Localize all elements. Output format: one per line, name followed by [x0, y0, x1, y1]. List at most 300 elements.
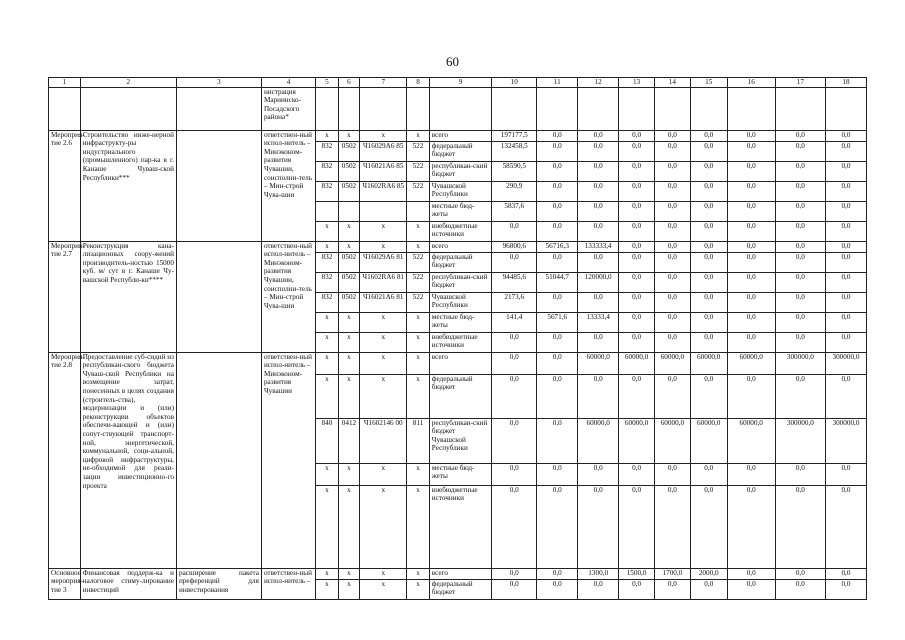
empty-cell: [727, 87, 775, 130]
amount-cell: 0,0: [654, 221, 690, 241]
goal-cell: [176, 130, 261, 241]
amount-cell: 0,0: [727, 312, 775, 332]
column-number-cell: 18: [825, 78, 866, 88]
measure-name-cell: Финансовая поддерж-ка и налоговое стиму-лирование инвестиций: [80, 568, 176, 599]
target-article-cell: Ч16021А6 81: [360, 292, 407, 312]
amount-cell: 0,0: [690, 312, 727, 332]
column-number-cell: 8: [407, 78, 430, 88]
amount-cell: 0,0: [654, 252, 690, 272]
amount-cell: 0,0: [727, 272, 775, 292]
empty-cell: [407, 87, 430, 130]
amount-cell: 0,0: [775, 485, 825, 568]
target-article-cell: Ч16029А6 85: [360, 141, 407, 161]
grbs-cell: x: [316, 221, 339, 241]
section-cell: [338, 201, 359, 221]
amount-cell: 0,0: [654, 374, 690, 418]
amount-cell: 300000,0: [825, 352, 866, 374]
amount-cell: 0,0: [825, 312, 866, 332]
funding-source-cell: федеральный бюджет: [429, 579, 491, 599]
amount-cell: 132458,5: [492, 141, 537, 161]
amount-cell: 0,0: [492, 568, 537, 579]
empty-cell: [176, 87, 261, 130]
amount-cell: 0,0: [825, 374, 866, 418]
amount-cell: 0,0: [654, 463, 690, 485]
amount-cell: 0,0: [775, 272, 825, 292]
empty-cell: [690, 87, 727, 130]
funding-source-cell: федеральный бюджет: [429, 252, 491, 272]
grbs-cell: x: [316, 332, 339, 352]
amount-cell: 0,0: [727, 374, 775, 418]
amount-cell: 58590,5: [492, 161, 537, 181]
amount-cell: 0,0: [690, 181, 727, 201]
amount-cell: 0,0: [492, 221, 537, 241]
amount-cell: 0,0: [690, 161, 727, 181]
amount-cell: 0,0: [619, 272, 655, 292]
funding-source-cell: республикан-ский бюджет Чувашской Республики: [429, 418, 491, 463]
section-cell: x: [338, 374, 359, 418]
amount-cell: 0,0: [537, 161, 578, 181]
amount-cell: 0,0: [492, 352, 537, 374]
amount-cell: 60000,0: [578, 352, 619, 374]
column-number-cell: 11: [537, 78, 578, 88]
table-row: [49, 568, 867, 579]
amount-cell: 0,0: [690, 141, 727, 161]
amount-cell: 0,0: [825, 141, 866, 161]
empty-cell: [825, 87, 866, 130]
target-article-cell: x: [360, 332, 407, 352]
amount-cell: 0,0: [825, 332, 866, 352]
goal-cell: [176, 241, 261, 352]
measure-name-cell: Реконструкция кана-лизационных соору-жений производитель-ностью 15000 куб. м/ сут в г. Канаше Чу-вашской Республи-ки****: [80, 241, 176, 352]
funding-source-cell: внебюджетные источники: [429, 221, 491, 241]
expense-type-cell: x: [407, 374, 430, 418]
amount-cell: 0,0: [537, 485, 578, 568]
amount-cell: 1300,0: [578, 568, 619, 579]
target-article-cell: x: [360, 352, 407, 374]
amount-cell: 141,4: [492, 312, 537, 332]
funding-source-cell: Чувашской Республики: [429, 292, 491, 312]
target-article-cell: Ч1602RА6 85: [360, 181, 407, 201]
amount-cell: 0,0: [619, 252, 655, 272]
section-cell: 0412: [338, 418, 359, 463]
amount-cell: 0,0: [775, 181, 825, 201]
funding-source-cell: внебюджетные источники: [429, 485, 491, 568]
target-article-cell: Ч1602RА6 81: [360, 272, 407, 292]
amount-cell: 300000,0: [775, 352, 825, 374]
amount-cell: 0,0: [690, 272, 727, 292]
amount-cell: 1500,0: [619, 568, 655, 579]
column-number-row: [49, 78, 867, 88]
target-article-cell: x: [360, 463, 407, 485]
amount-cell: 0,0: [578, 141, 619, 161]
amount-cell: 0,0: [690, 130, 727, 141]
column-number-cell: 16: [727, 78, 775, 88]
amount-cell: 0,0: [727, 130, 775, 141]
column-number-cell: 9: [429, 78, 491, 88]
goal-cell: расширение пакета преференций для инвестирования: [176, 568, 261, 599]
empty-cell: [654, 87, 690, 130]
amount-cell: 0,0: [578, 485, 619, 568]
column-number-cell: 3: [176, 78, 261, 88]
amount-cell: 0,0: [654, 241, 690, 252]
amount-cell: 0,0: [578, 292, 619, 312]
executor-cell: ответствен-ный испол-нитель – Минэконом-развития Чувашии, соисполни-тель – Мин-строй Чува-шии: [261, 241, 315, 352]
amount-cell: 0,0: [775, 374, 825, 418]
target-article-cell: x: [360, 568, 407, 579]
section-cell: x: [338, 130, 359, 141]
amount-cell: 0,0: [727, 221, 775, 241]
section-cell: 0502: [338, 292, 359, 312]
column-number-cell: 4: [261, 78, 315, 88]
empty-cell: [492, 87, 537, 130]
grbs-cell: x: [316, 463, 339, 485]
amount-cell: 0,0: [727, 141, 775, 161]
target-article-cell: x: [360, 241, 407, 252]
amount-cell: 0,0: [537, 332, 578, 352]
grbs-cell: x: [316, 352, 339, 374]
target-article-cell: Ч16029А6 81: [360, 252, 407, 272]
amount-cell: 0,0: [537, 130, 578, 141]
section-cell: x: [338, 221, 359, 241]
amount-cell: 0,0: [690, 201, 727, 221]
grbs-cell: 832: [316, 252, 339, 272]
amount-cell: 0,0: [619, 579, 655, 599]
measure-code-cell: Мероприя-тие 2.8: [49, 352, 81, 568]
empty-cell: [49, 87, 81, 130]
amount-cell: 0,0: [727, 568, 775, 579]
amount-cell: 60000,0: [727, 352, 775, 374]
amount-cell: 0,0: [690, 252, 727, 272]
expense-type-cell: 522: [407, 161, 430, 181]
column-number-cell: 12: [578, 78, 619, 88]
amount-cell: 0,0: [654, 485, 690, 568]
amount-cell: 60000,0: [690, 352, 727, 374]
funding-source-cell: внебюджетные источники: [429, 332, 491, 352]
grbs-cell: x: [316, 568, 339, 579]
empty-cell: [429, 87, 491, 130]
amount-cell: 0,0: [775, 568, 825, 579]
funding-source-cell: Чувашской Республики: [429, 181, 491, 201]
funding-source-cell: федеральный бюджет: [429, 374, 491, 418]
amount-cell: 0,0: [654, 332, 690, 352]
measure-code-cell: Основное мероприя-тие 3: [49, 568, 81, 599]
amount-cell: 0,0: [690, 221, 727, 241]
budget-table: [48, 77, 867, 600]
expense-type-cell: x: [407, 485, 430, 568]
amount-cell: 0,0: [654, 201, 690, 221]
measure-name-cell: Предоставление суб-сидий из республикан-ского бюджета Чуваш-ской Республики на возмещение затрат, понесенных в целях создания (строитель-ства), модернизации и (или) реконструкции объектов обеспечи-вающей и (или) сопут-ствующей транспорт-ной, энергетической, коммунальной, соци-альной, цифровой инфраструктуры, не-обходимой для реали-зации инвестиционно-го проекта: [80, 352, 176, 568]
amount-cell: 133333,4: [578, 241, 619, 252]
amount-cell: 0,0: [825, 272, 866, 292]
amount-cell: 0,0: [537, 463, 578, 485]
grbs-cell: x: [316, 312, 339, 332]
amount-cell: 0,0: [619, 141, 655, 161]
target-article-cell: x: [360, 312, 407, 332]
amount-cell: 0,0: [537, 352, 578, 374]
amount-cell: 0,0: [654, 292, 690, 312]
expense-type-cell: x: [407, 568, 430, 579]
amount-cell: 60000,0: [619, 352, 655, 374]
expense-type-cell: [407, 201, 430, 221]
amount-cell: 60000,0: [619, 418, 655, 463]
table-row: [49, 352, 867, 374]
expense-type-cell: x: [407, 312, 430, 332]
expense-type-cell: x: [407, 463, 430, 485]
amount-cell: 94485,6: [492, 272, 537, 292]
target-article-cell: x: [360, 579, 407, 599]
amount-cell: 0,0: [727, 252, 775, 272]
amount-cell: 0,0: [654, 312, 690, 332]
amount-cell: 51044,7: [537, 272, 578, 292]
column-number-cell: 7: [360, 78, 407, 88]
amount-cell: 0,0: [690, 241, 727, 252]
amount-cell: 0,0: [619, 201, 655, 221]
grbs-cell: 832: [316, 292, 339, 312]
amount-cell: 0,0: [654, 141, 690, 161]
amount-cell: 0,0: [825, 130, 866, 141]
section-cell: x: [338, 579, 359, 599]
amount-cell: 0,0: [775, 161, 825, 181]
column-number-cell: 5: [316, 78, 339, 88]
amount-cell: 0,0: [619, 332, 655, 352]
grbs-cell: x: [316, 241, 339, 252]
grbs-cell: 832: [316, 141, 339, 161]
funding-source-cell: местные бюд-жеты: [429, 463, 491, 485]
amount-cell: 120000,0: [578, 272, 619, 292]
amount-cell: 0,0: [492, 374, 537, 418]
column-number-cell: 6: [338, 78, 359, 88]
amount-cell: 0,0: [690, 579, 727, 599]
amount-cell: 60000,0: [654, 352, 690, 374]
executor-cell: ответствен-ный испол-нитель – Минэконом-развития Чувашии: [261, 352, 315, 568]
amount-cell: 0,0: [537, 579, 578, 599]
target-article-cell: Ч16021А6 85: [360, 161, 407, 181]
empty-cell: [537, 87, 578, 130]
target-article-cell: x: [360, 485, 407, 568]
amount-cell: 0,0: [619, 374, 655, 418]
amount-cell: 0,0: [775, 312, 825, 332]
funding-source-cell: местные бюд-жеты: [429, 312, 491, 332]
amount-cell: 5671,6: [537, 312, 578, 332]
amount-cell: 0,0: [537, 374, 578, 418]
amount-cell: 0,0: [537, 568, 578, 579]
funding-source-cell: республикан-ский бюджет: [429, 272, 491, 292]
empty-cell: [619, 87, 655, 130]
amount-cell: 290,9: [492, 181, 537, 201]
amount-cell: 0,0: [619, 181, 655, 201]
column-number-cell: 10: [492, 78, 537, 88]
amount-cell: 0,0: [578, 201, 619, 221]
amount-cell: 0,0: [775, 130, 825, 141]
funding-source-cell: всего: [429, 352, 491, 374]
amount-cell: 0,0: [727, 332, 775, 352]
amount-cell: 0,0: [775, 141, 825, 161]
funding-source-cell: всего: [429, 241, 491, 252]
expense-type-cell: 522: [407, 292, 430, 312]
amount-cell: 13333,4: [578, 312, 619, 332]
executor-cell: ответствен-ный испол-нитель – Минэконом-развития Чувашии, соисполни-тель – Мин-строй Чува-шии: [261, 130, 315, 241]
empty-cell: [360, 87, 407, 130]
amount-cell: 0,0: [492, 252, 537, 272]
amount-cell: 0,0: [578, 579, 619, 599]
amount-cell: 0,0: [690, 485, 727, 568]
expense-type-cell: x: [407, 130, 430, 141]
section-cell: 0502: [338, 252, 359, 272]
section-cell: x: [338, 568, 359, 579]
amount-cell: 5837,6: [492, 201, 537, 221]
amount-cell: 0,0: [537, 418, 578, 463]
amount-cell: 0,0: [727, 181, 775, 201]
amount-cell: 0,0: [690, 463, 727, 485]
measure-code-cell: Мероприя-тие 2.6: [49, 130, 81, 241]
amount-cell: 0,0: [825, 252, 866, 272]
section-cell: x: [338, 332, 359, 352]
executor-cell: нистрация Мариинско-Посадского района*: [261, 87, 315, 130]
amount-cell: 0,0: [775, 332, 825, 352]
empty-cell: [316, 87, 339, 130]
expense-type-cell: 522: [407, 272, 430, 292]
amount-cell: 56716,3: [537, 241, 578, 252]
funding-source-cell: федеральный бюджет: [429, 141, 491, 161]
measure-name-cell: Строительство инже-нерной инфраструкту-ры индустриального (промышленного) пар-ка в г. Канаше Чуваш-ской Республики***: [80, 130, 176, 241]
amount-cell: 0,0: [825, 463, 866, 485]
continuation-row: [49, 87, 867, 130]
amount-cell: 0,0: [492, 418, 537, 463]
amount-cell: 0,0: [775, 252, 825, 272]
amount-cell: 0,0: [825, 568, 866, 579]
amount-cell: 0,0: [619, 463, 655, 485]
amount-cell: 96800,6: [492, 241, 537, 252]
amount-cell: 0,0: [537, 201, 578, 221]
amount-cell: 0,0: [775, 579, 825, 599]
section-cell: x: [338, 485, 359, 568]
grbs-cell: x: [316, 374, 339, 418]
amount-cell: 2000,0: [690, 568, 727, 579]
funding-source-cell: всего: [429, 130, 491, 141]
amount-cell: 1700,0: [654, 568, 690, 579]
section-cell: 0502: [338, 141, 359, 161]
amount-cell: 0,0: [654, 579, 690, 599]
amount-cell: 0,0: [578, 374, 619, 418]
amount-cell: 0,0: [825, 161, 866, 181]
amount-cell: 0,0: [825, 181, 866, 201]
grbs-cell: 832: [316, 272, 339, 292]
amount-cell: 0,0: [727, 161, 775, 181]
amount-cell: 0,0: [654, 272, 690, 292]
amount-cell: 0,0: [690, 332, 727, 352]
amount-cell: 300000,0: [775, 418, 825, 463]
measure-code-cell: Мероприя-тие 2.7: [49, 241, 81, 352]
amount-cell: 0,0: [690, 292, 727, 312]
amount-cell: 0,0: [537, 181, 578, 201]
section-cell: 0502: [338, 272, 359, 292]
amount-cell: 0,0: [727, 579, 775, 599]
grbs-cell: x: [316, 579, 339, 599]
amount-cell: 0,0: [578, 332, 619, 352]
expense-type-cell: x: [407, 352, 430, 374]
expense-type-cell: x: [407, 221, 430, 241]
amount-cell: 0,0: [492, 579, 537, 599]
grbs-cell: x: [316, 485, 339, 568]
executor-cell: ответствен-ный испол-нитель –: [261, 568, 315, 599]
grbs-cell: 832: [316, 161, 339, 181]
funding-source-cell: местные бюд-жеты: [429, 201, 491, 221]
target-article-cell: [360, 201, 407, 221]
amount-cell: 0,0: [619, 161, 655, 181]
expense-type-cell: 522: [407, 252, 430, 272]
amount-cell: 0,0: [775, 463, 825, 485]
amount-cell: 0,0: [537, 221, 578, 241]
amount-cell: 0,0: [578, 130, 619, 141]
grbs-cell: 832: [316, 181, 339, 201]
column-number-cell: 2: [80, 78, 176, 88]
amount-cell: 0,0: [578, 221, 619, 241]
amount-cell: 0,0: [825, 485, 866, 568]
amount-cell: 0,0: [537, 292, 578, 312]
empty-cell: [578, 87, 619, 130]
expense-type-cell: 522: [407, 181, 430, 201]
amount-cell: 0,0: [727, 292, 775, 312]
amount-cell: 0,0: [775, 221, 825, 241]
target-article-cell: x: [360, 374, 407, 418]
target-article-cell: x: [360, 221, 407, 241]
grbs-cell: 840: [316, 418, 339, 463]
amount-cell: 0,0: [619, 485, 655, 568]
amount-cell: 0,0: [825, 579, 866, 599]
amount-cell: 0,0: [578, 463, 619, 485]
target-article-cell: x: [360, 130, 407, 141]
amount-cell: 0,0: [825, 201, 866, 221]
amount-cell: 0,0: [578, 161, 619, 181]
amount-cell: 0,0: [654, 181, 690, 201]
expense-type-cell: x: [407, 332, 430, 352]
amount-cell: 0,0: [619, 292, 655, 312]
expense-type-cell: x: [407, 241, 430, 252]
amount-cell: 0,0: [537, 252, 578, 272]
amount-cell: 0,0: [492, 463, 537, 485]
amount-cell: 60000,0: [727, 418, 775, 463]
amount-cell: 0,0: [690, 374, 727, 418]
expense-type-cell: 522: [407, 141, 430, 161]
amount-cell: 0,0: [619, 130, 655, 141]
empty-cell: [80, 87, 176, 130]
table-row: [49, 130, 867, 141]
amount-cell: 0,0: [619, 312, 655, 332]
amount-cell: 0,0: [775, 241, 825, 252]
amount-cell: 0,0: [727, 241, 775, 252]
target-article-cell: Ч1602146 00: [360, 418, 407, 463]
grbs-cell: x: [316, 130, 339, 141]
amount-cell: 0,0: [492, 485, 537, 568]
section-cell: 0502: [338, 181, 359, 201]
amount-cell: 0,0: [825, 241, 866, 252]
amount-cell: 0,0: [727, 463, 775, 485]
empty-cell: [775, 87, 825, 130]
funding-source-cell: республикан-ский бюджет: [429, 161, 491, 181]
section-cell: x: [338, 463, 359, 485]
section-cell: x: [338, 352, 359, 374]
amount-cell: 60000,0: [578, 418, 619, 463]
empty-cell: [338, 87, 359, 130]
table-row: [49, 241, 867, 252]
amount-cell: 2173,6: [492, 292, 537, 312]
section-cell: x: [338, 312, 359, 332]
amount-cell: 0,0: [825, 292, 866, 312]
funding-source-cell: всего: [429, 568, 491, 579]
amount-cell: 0,0: [654, 161, 690, 181]
column-number-cell: 1: [49, 78, 81, 88]
amount-cell: 60000,0: [690, 418, 727, 463]
